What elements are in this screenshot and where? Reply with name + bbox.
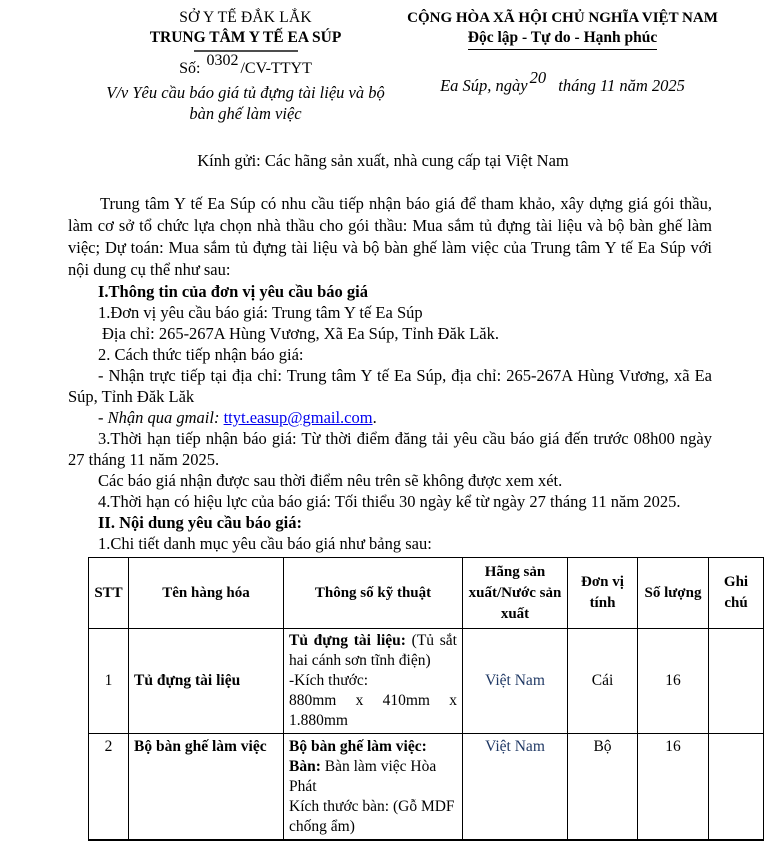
row1-spec-line1: Tủ đựng tài liệu: (Tủ sắt hai cánh sơn tĩnh điện) — [289, 632, 457, 669]
row1-specs — [284, 629, 463, 734]
email-link[interactable]: ttyt.easup@gmail.com — [223, 408, 373, 427]
table-row — [89, 734, 764, 841]
row2-unit: Bộ — [568, 734, 638, 841]
header-quantity: Số lượng — [638, 558, 709, 629]
section1-receive-email — [68, 407, 712, 428]
row2-spec-line2: Bàn: Bàn làm việc Hòa Phát — [289, 758, 437, 795]
table-header-row — [89, 558, 764, 629]
row1-quantity: 16 — [638, 629, 709, 734]
quote-items-table — [88, 557, 764, 841]
header-stt: STT — [89, 558, 129, 629]
document-subject: V/v Yêu cầu báo giá tủ đựng tài liệu và bộ bàn ghế làm việc — [106, 83, 385, 123]
section2-heading: II. Nội dung yêu cầu báo giá: — [98, 513, 303, 532]
section1-item1: 1.Đơn vị yêu cầu báo giá: Trung tâm Y tế Ea Súp — [98, 303, 423, 322]
row2-specs — [284, 734, 463, 841]
row1-origin: Việt Nam — [463, 629, 568, 734]
document-number-value: 0302 — [206, 52, 239, 69]
salutation-line: Kính gửi: Các hãng sản xuất, nhà cung cấp tại Việt Nam — [197, 151, 569, 170]
row2-item-name: Bộ bàn ghế làm việc — [129, 734, 284, 841]
header-manufacturer: Hãng sản xuất/Nước sản xuất — [463, 558, 568, 629]
row1-unit: Cái — [568, 629, 638, 734]
row2-note — [709, 734, 764, 841]
section1-item2: 2. Cách thức tiếp nhận báo giá: — [98, 345, 304, 364]
header-specs: Thông số kỹ thuật — [284, 558, 463, 629]
section2-intro: 1.Chi tiết danh mục yêu cầu báo giá như bảng sau: — [98, 534, 432, 553]
row2-spec-line1: Bộ bàn ghế làm việc: — [289, 738, 427, 755]
issuing-org-name: TRUNG TÂM Y TẾ EA SÚP — [149, 29, 342, 46]
national-title: CỘNG HÒA XÃ HỘI CHỦ NGHĨA VIỆT NAM — [407, 10, 718, 26]
row1-note — [709, 629, 764, 734]
row2-quantity: 16 — [638, 734, 709, 841]
row1-spec-line3: 880mm x 410mm x 1.880mm — [289, 692, 457, 729]
section1-address: Địa chỉ: 265-267A Hùng Vương, Xã Ea Súp, Tỉnh Đăk Lăk. — [102, 324, 499, 343]
section1-heading: I.Thông tin của đơn vị yêu cầu báo giá — [98, 282, 368, 301]
national-motto: Độc lập - Tự do - Hạnh phúc — [403, 28, 722, 50]
row1-item-name: Tủ đựng tài liệu — [129, 629, 284, 734]
date-prefix: Ea Súp, ngày — [440, 76, 528, 95]
section1-item4: 4.Thời hạn có hiệu lực của báo giá: Tối thiểu 30 ngày kể từ ngày 27 tháng 11 năm 2025. — [98, 492, 681, 511]
header-unit: Đơn vị tính — [568, 558, 638, 629]
national-motto-block — [403, 8, 722, 124]
receive-email-label: - Nhận qua gmail: — [98, 408, 224, 427]
section1-note: Các báo giá nhận được sau thời điểm nêu trên sẽ không được xem xét. — [98, 471, 563, 490]
row2-origin: Việt Nam — [463, 734, 568, 841]
document-number — [88, 52, 403, 78]
header-item-name: Tên hàng hóa — [129, 558, 284, 629]
section1-receive-direct: - Nhận trực tiếp tại địa chỉ: Trung tâm Y tế Ea Súp, địa chỉ: 265-267A Hùng Vương, xã Ea Súp, Tỉnh Đăk Lăk — [68, 366, 712, 406]
header-notes: Ghi chú — [709, 558, 764, 629]
email-suffix: . — [372, 408, 377, 427]
document-body — [68, 193, 712, 554]
date-day-value: 20 — [529, 68, 547, 87]
date-suffix: tháng 11 năm 2025 — [558, 76, 685, 95]
row1-stt: 1 — [89, 629, 129, 734]
document-number-prefix: Số: — [179, 60, 201, 77]
row2-stt: 2 — [89, 734, 129, 841]
document-date — [403, 68, 722, 96]
intro-paragraph: Trung tâm Y tế Ea Súp có nhu cầu tiếp nhận báo giá để tham khảo, xây dựng giá gói thầu, làm cơ sở tổ chức lựa chọn nhà thầu cho gói thầu: Mua sắm tủ đựng tài liệu và bộ bàn ghế làm việc; Dự toán: Mua sắm tủ đựng tài liệu và bộ bàn ghế làm việc của Trung tâm Y tế Ea Súp với nội dung cụ thể như sau: — [68, 194, 712, 279]
document-header — [0, 8, 766, 124]
issuing-org-block — [88, 8, 403, 124]
row2-spec-line3: Kích thước bàn: (Gỗ MDF chống ẩm) — [289, 798, 455, 835]
parent-org-name: SỞ Y TẾ ĐẮK LẮK — [179, 9, 312, 26]
document-number-suffix: /CV-TTYT — [240, 60, 312, 77]
section1-item3: 3.Thời hạn tiếp nhận báo giá: Từ thời điểm đăng tải yêu cầu báo giá đến trước 08h00 ngày 27 tháng 11 năm 2025. — [68, 429, 712, 469]
table-row — [89, 629, 764, 734]
row1-spec-line2: -Kích thước: — [289, 672, 369, 689]
